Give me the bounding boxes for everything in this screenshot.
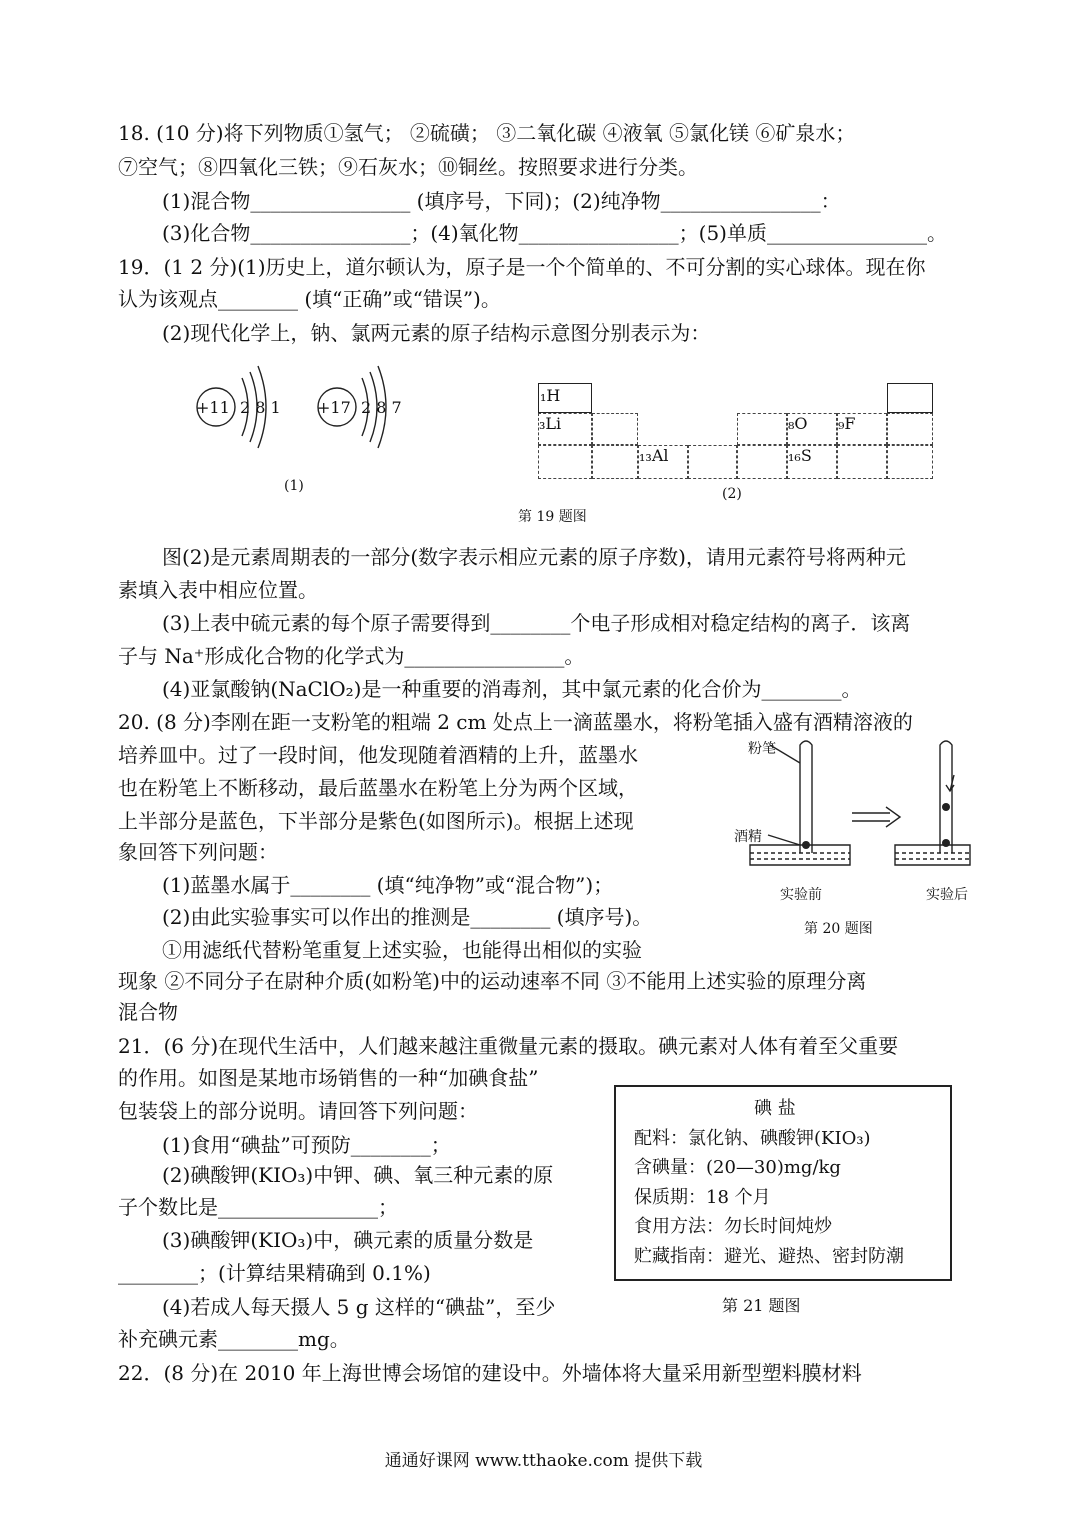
q19-line5: 素填入表中相应位置。: [118, 578, 318, 602]
q20-line2: 培养皿中。过了一段时间，他发现随着酒精的上升，蓝墨水: [118, 743, 638, 767]
q20-line8: ①用滤纸代替粉笔重复上述实验，也能得出相似的实验: [162, 938, 642, 962]
cell-h: ₁H: [540, 386, 561, 405]
q18-line3: (1)混合物________________ (填序号，下同)；(2)纯净物________________：: [162, 189, 841, 213]
cell-al: ₁₃Al: [638, 445, 688, 479]
q19-line6: (3)上表中硫元素的每个原子需要得到________个电子形成相对稳定结构的离子．该离: [162, 611, 911, 635]
cell-o: ₈O: [787, 413, 837, 445]
chlorine-shells: 2 8 7: [361, 398, 402, 417]
salt-label-row2: 含碘量：(20—30)mg/kg: [634, 1157, 841, 1178]
q20-line1: 20. (8 分)李刚在距一支粉笔的粗端 2 cm 处点上一滴蓝墨水，将粉笔插入盛有酒精溶液的: [118, 710, 913, 734]
chalk-experiment-figure: [740, 735, 980, 885]
q21-line5: (2)碘酸钾(KIO₃)中钾、碘、氧三种元素的原: [162, 1163, 554, 1187]
q20-line10: 混合物: [118, 1000, 178, 1024]
cell-f: ₉F: [837, 413, 887, 445]
q20-line9: 现象 ②不同分子在尉种介质(如粉笔)中的运动速率不同 ③不能用上述实验的原理分离: [118, 969, 867, 993]
q18-line2: ⑦空气；⑧四氧化三铁；⑨石灰水；⑩铜丝。按照要求进行分类。: [118, 155, 698, 179]
q22-line1: 22．(8 分)在 2010 年上海世博会场馆的建设中。外墙体将大量采用新型塑料膜材料: [118, 1361, 862, 1385]
q19-line7: 子与 Na⁺形成化合物的化学式为________________。: [118, 644, 585, 668]
q21-line9: (4)若成人每天摄人 5 g 这样的“碘盐”，至少: [162, 1295, 556, 1319]
q19-line8: (4)亚氯酸钠(NaClO₂)是一种重要的消毒剂，其中氯元素的化合价为________。: [162, 677, 862, 701]
q21-line8: ________；(计算结果精确到 0.1%): [118, 1261, 431, 1285]
alcohol-label: 酒精: [734, 829, 762, 845]
sodium-shells: 2 8 1: [240, 398, 281, 417]
q18-line1: 18. (10 分)将下列物质①氢气； ②硫磺； ③二氧化碳 ④液氧 ⑤氯化镁 ⑥矿泉水；: [118, 121, 856, 145]
sodium-nucleus: +11: [196, 398, 230, 417]
q19-line3: (2)现代化学上，钠、氯两元素的原子结构示意图分别表示为：: [162, 321, 711, 345]
page-footer: 通通好课网 www.tthaoke.com 提供下载: [384, 1451, 703, 1471]
q21-line7: (3)碘酸钾(KIO₃)中，碘元素的质量分数是: [162, 1228, 534, 1252]
chlorine-nucleus: +17: [317, 398, 351, 417]
q20-line3: 也在粉笔上不断移动，最后蓝墨水在粉笔上分为两个区域，: [118, 776, 638, 800]
q20-line5: 象回答下列问题：: [118, 840, 278, 864]
salt-label-title: 碘 盐: [754, 1098, 796, 1119]
q21-line6: 子个数比是________________；: [118, 1195, 398, 1219]
q21-line4: (1)食用“碘盐”可预防________；: [162, 1133, 451, 1157]
figure20-caption: 第 20 题图: [804, 921, 873, 937]
before-label: 实验前: [780, 887, 822, 903]
q18-line4: (3)化合物________________；(4)氧化物________________；(5)单质________________。: [162, 221, 947, 245]
salt-label-row5: 贮藏指南：避光、避热、密封防潮: [634, 1246, 904, 1267]
figure1-label: (1): [284, 478, 304, 494]
figure21-caption: 第 21 题图: [722, 1296, 801, 1315]
after-label: 实验后: [926, 887, 968, 903]
q20-line7: (2)由此实验事实可以作出的推测是________ (填序号)。: [162, 905, 653, 929]
q20-line6: (1)蓝墨水属于________ (填“纯净物”或“混合物”)；: [162, 873, 614, 897]
cell-s: ₁₆S: [787, 445, 837, 479]
q21-line2: 的作用。如图是某地市场销售的一种“加碘食盐”: [118, 1066, 539, 1090]
q19-line1: 19．(1 2 分)(1)历史上，道尔顿认为，原子是一个个简单的、不可分割的实心球体。现在你: [118, 255, 926, 279]
q19-line4: 图(2)是元素周期表的一部分(数字表示相应元素的原子序数)，请用元素符号将两种元: [162, 545, 906, 569]
q21-line10: 补充碘元素________mg。: [118, 1327, 350, 1351]
figure19-caption: 第 19 题图: [518, 509, 587, 525]
salt-label-row3: 保质期：18 个月: [634, 1187, 771, 1208]
q21-line1: 21．(6 分)在现代生活中，人们越来越注重微量元素的摄取。碘元素对人体有着至父重要: [118, 1034, 899, 1058]
chalk-label: 粉笔: [748, 741, 776, 757]
q19-line2: 认为该观点________ (填“正确”或“错误”)。: [118, 287, 501, 311]
cell-li: ₃Li: [538, 413, 592, 445]
figure2-label: (2): [722, 486, 742, 502]
q20-line4: 上半部分是蓝色，下半部分是紫色(如图所示)。根据上述现: [118, 809, 634, 833]
salt-label-row1: 配料：氯化钠、碘酸钾(KIO₃): [634, 1128, 871, 1149]
salt-label-row4: 食用方法：勿长时间炖炒: [634, 1216, 832, 1237]
q21-line3: 包装袋上的部分说明。请回答下列问题：: [118, 1099, 478, 1123]
